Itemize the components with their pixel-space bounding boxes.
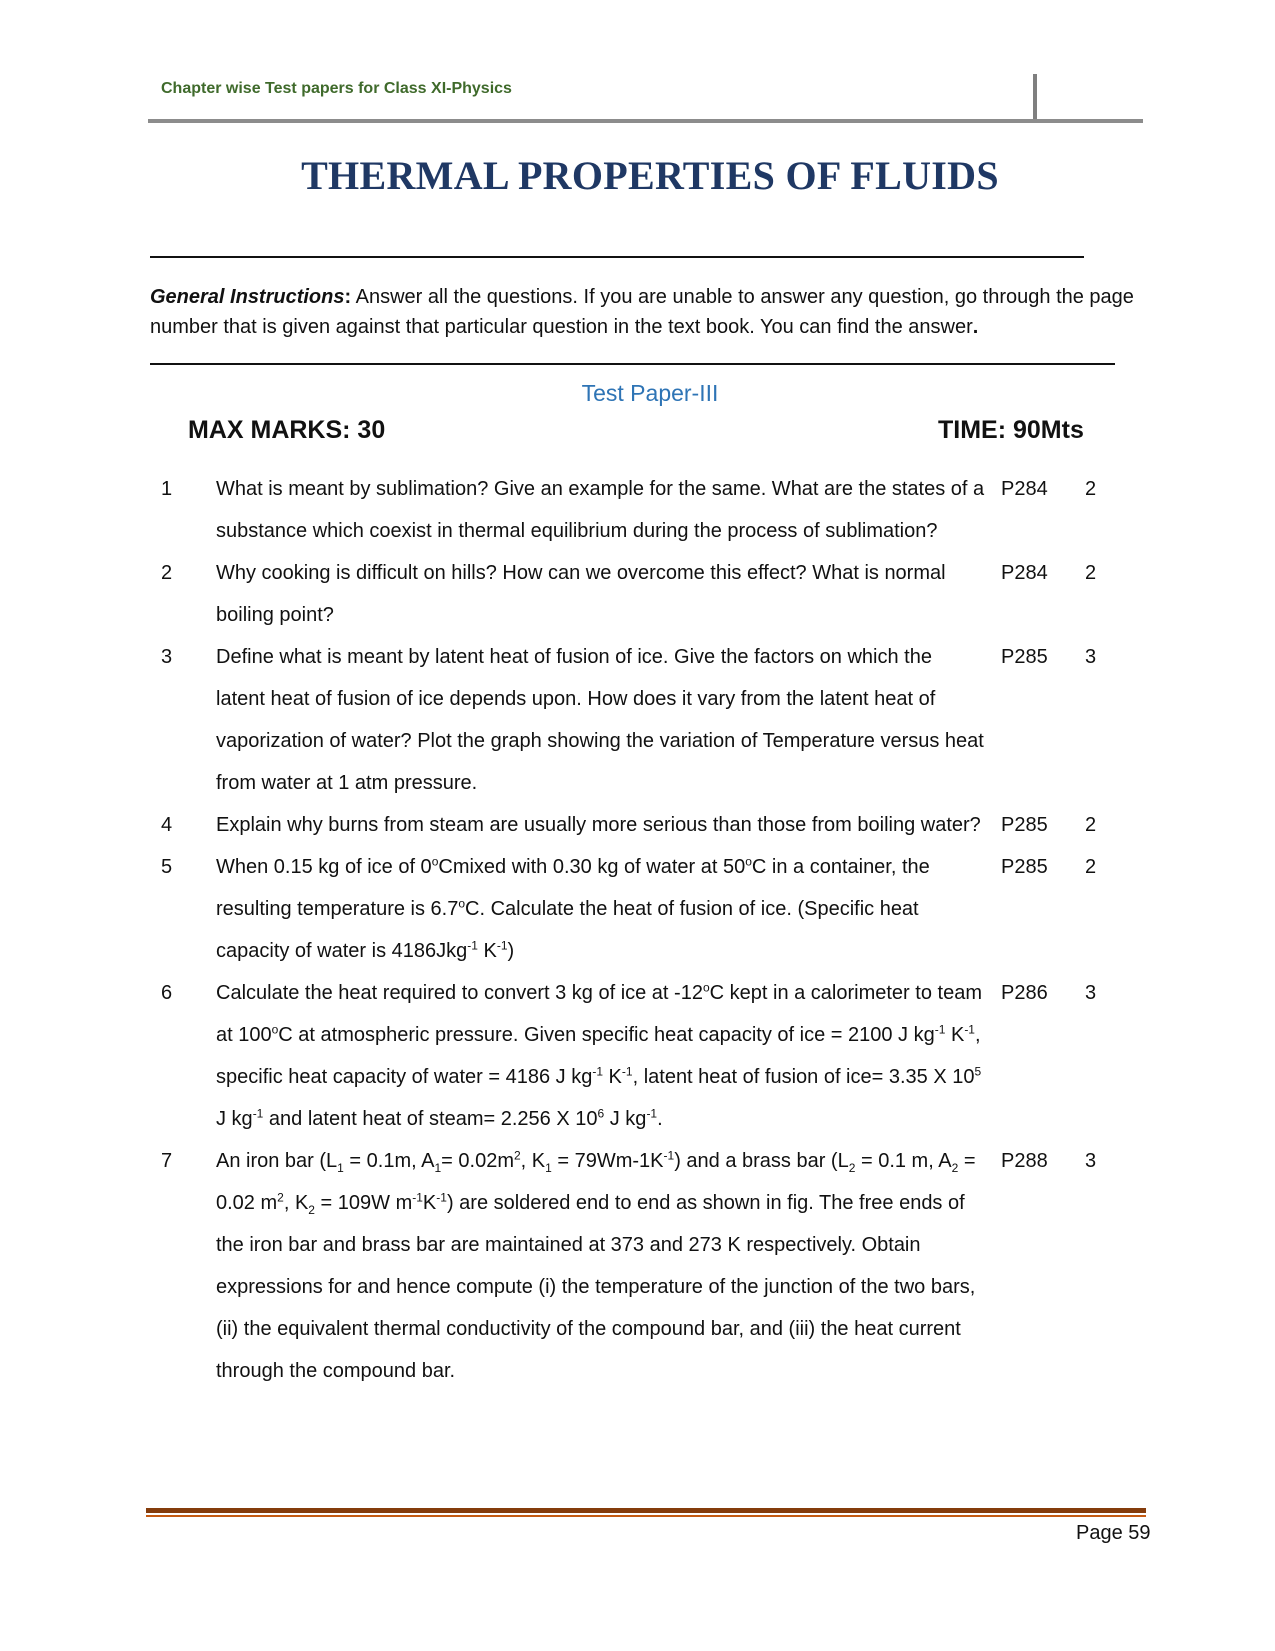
text-run: K	[603, 1066, 622, 1088]
question-text: Explain why burns from steam are usually more serious than those from boiling water?	[216, 814, 981, 836]
question-number: 7	[161, 1150, 173, 1172]
question-number: 5	[161, 856, 173, 878]
question-marks: 2	[1085, 478, 1097, 500]
question-page-ref: P285	[1001, 856, 1048, 878]
header-rule	[148, 119, 1143, 123]
text-run: = 0.02 m	[216, 1150, 976, 1214]
text-run: = 0.02m	[441, 1150, 514, 1172]
superscript: -1	[467, 938, 478, 953]
question-3	[0, 636, 1275, 804]
superscript: 5	[974, 1064, 982, 1079]
superscript: -1	[964, 1022, 975, 1037]
question-number: 1	[161, 478, 173, 500]
question-page-ref: P288	[1001, 1150, 1048, 1172]
superscript: 6	[597, 1106, 605, 1121]
question-number: 6	[161, 982, 173, 1004]
subscript: 1	[434, 1161, 442, 1175]
text-run: J kg	[216, 1108, 253, 1130]
text-run: , latent heat of fusion of ice= 3.35 X 10	[632, 1066, 975, 1088]
text-run: C kept in a calorimeter to team at 100	[216, 982, 982, 1046]
question-page-ref: P284	[1001, 562, 1048, 584]
text-run: = 0.1 m, A	[855, 1150, 952, 1172]
footer-rule-accent	[146, 1515, 1146, 1517]
text-run: ) and a brass bar (L	[674, 1150, 849, 1172]
superscript: -1	[592, 1064, 603, 1079]
text-run: K	[477, 940, 497, 962]
question-page-ref: P284	[1001, 478, 1048, 500]
question-text	[216, 972, 986, 1140]
text-run: C. Calculate the heat of fusion of ice. (Specific heat capacity of water is 4186Jkg	[216, 898, 919, 962]
time-limit: TIME: 90Mts	[938, 416, 1084, 444]
text-run: = 79Wm-1K	[551, 1150, 664, 1172]
text-run: When 0.15 kg of ice of 0	[216, 856, 432, 878]
text-run: )	[507, 940, 515, 962]
superscript: -1	[646, 1106, 658, 1121]
header-title: Chapter wise Test papers for Class XI-Physics	[161, 80, 512, 97]
document-title: THERMAL PROPERTIES OF FLUIDS	[301, 153, 999, 198]
page-number: Page 59	[1076, 1522, 1151, 1544]
superscript: o	[458, 896, 466, 911]
test-paper-heading: Test Paper-III	[581, 380, 719, 406]
text-run: Calculate the heat required to convert 3 kg of ice at -12	[216, 982, 703, 1004]
text-run: J kg	[604, 1108, 647, 1130]
superscript: o	[702, 980, 710, 995]
superscript: 2	[513, 1148, 521, 1163]
superscript: -1	[436, 1190, 447, 1205]
header-divider	[1033, 74, 1037, 121]
subscript: 2	[951, 1161, 959, 1175]
subscript: 1	[545, 1161, 552, 1175]
text-run: , K	[520, 1150, 546, 1172]
text-run: = 109W m	[314, 1192, 413, 1214]
question-marks: 2	[1085, 562, 1097, 584]
text-run: An iron bar (L	[216, 1150, 338, 1172]
question-7	[0, 1140, 1275, 1392]
instructions-text: Answer all the questions. If you are unable to answer any question, go through the page number that is given against that particular question in the text book. You can find the answer	[150, 286, 1134, 338]
superscript: o	[745, 854, 752, 869]
question-page-ref: P285	[1001, 814, 1048, 836]
question-page-ref: P286	[1001, 982, 1048, 1004]
general-instructions	[150, 282, 1140, 342]
text-run: C at atmospheric pressure. Given specific heat capacity of ice = 2100 J kg	[278, 1024, 935, 1046]
question-1	[0, 468, 1275, 552]
divider-line	[150, 363, 1115, 365]
question-text: Why cooking is difficult on hills? How can we overcome this effect? What is normal boiling point?	[216, 562, 946, 626]
question-marks: 3	[1085, 1150, 1097, 1172]
footer-rule	[146, 1508, 1146, 1513]
text-run: = 0.1m, A	[343, 1150, 435, 1172]
question-text: Define what is meant by latent heat of fusion of ice. Give the factors on which the latent heat of fusion of ice depends upon. How does it vary from the latent heat of vaporization of water? Plot the graph showing the variation of Temperature versus heat from water at 1 atm pressure.	[216, 646, 984, 794]
instructions-end: .	[972, 316, 979, 338]
question-number: 4	[161, 814, 173, 836]
text-run: K	[945, 1024, 965, 1046]
question-marks: 2	[1085, 856, 1097, 878]
subscript: 2	[308, 1203, 315, 1217]
subscript: 2	[848, 1161, 856, 1175]
superscript: o	[271, 1022, 279, 1037]
superscript: -1	[412, 1190, 423, 1205]
instructions-label: General Instructions	[150, 286, 345, 308]
superscript: 2	[277, 1190, 284, 1205]
superscript: -1	[663, 1148, 675, 1163]
superscript: -1	[934, 1022, 946, 1037]
question-page-ref: P285	[1001, 646, 1048, 668]
question-number: 2	[161, 562, 173, 584]
question-2	[0, 552, 1275, 636]
question-marks: 3	[1085, 982, 1097, 1004]
question-marks: 2	[1085, 814, 1097, 836]
text-run: and latent heat of steam= 2.256 X 10	[263, 1108, 598, 1130]
question-4	[0, 804, 1275, 846]
question-text: What is meant by sublimation? Give an example for the same. What are the states of a substance which coexist in thermal equilibrium during the process of sublimation?	[216, 478, 985, 542]
subscript: 1	[337, 1161, 344, 1175]
text-run: .	[657, 1108, 663, 1130]
text-run: Cmixed with 0.30 kg of water at 50	[438, 856, 746, 878]
instructions-colon: :	[344, 286, 352, 308]
text-run: , K	[283, 1192, 309, 1214]
divider-line	[150, 256, 1084, 258]
question-number: 3	[161, 646, 173, 668]
question-5	[0, 846, 1275, 972]
question-text	[216, 1140, 986, 1392]
superscript: -1	[496, 938, 508, 953]
superscript: -1	[252, 1106, 264, 1121]
question-text	[216, 846, 986, 972]
max-marks: MAX MARKS: 30	[188, 416, 386, 444]
superscript: o	[431, 854, 439, 869]
text-run: K	[422, 1192, 437, 1214]
text-run: C in a container, the resulting temperature is 6.7	[216, 856, 930, 920]
text-run: , specific heat capacity of water = 4186 J kg	[216, 1024, 981, 1088]
question-6	[0, 972, 1275, 1140]
question-list	[0, 468, 1275, 1392]
superscript: -1	[621, 1064, 633, 1079]
text-run: ) are soldered end to end as shown in fig. The free ends of the iron bar and brass bar are maintained at 373 and 273 K respectively. Obtain expressions for and hence compute (i) the temperature of the junction of the two bars, (ii) the equivalent thermal conductivity of the compound bar, and (iii) the heat current through the compound bar.	[216, 1192, 976, 1382]
question-marks: 3	[1085, 646, 1097, 668]
